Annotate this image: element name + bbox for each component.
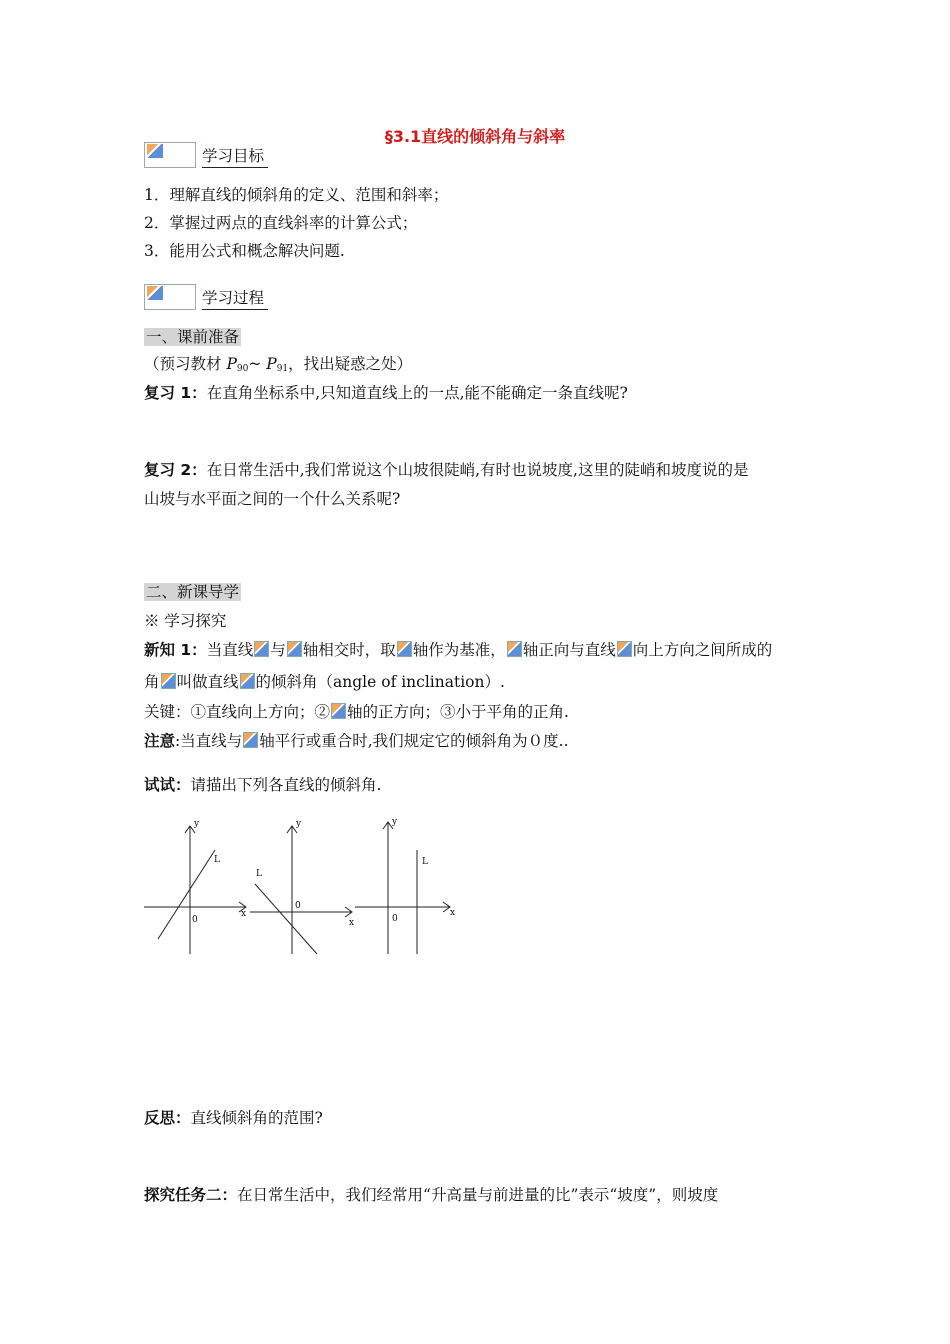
section-header-process bbox=[144, 284, 268, 310]
origin-label: 0 bbox=[295, 901, 301, 911]
formula-image-icon bbox=[254, 641, 269, 657]
part-heading-preparation: 一、课前准备 bbox=[146, 328, 240, 346]
explore-heading: ※ 学习探究 bbox=[144, 612, 227, 630]
line-L-2 bbox=[255, 884, 317, 954]
goal-item-3: 3．能用公式和概念解决问题. bbox=[144, 242, 345, 260]
x-label: x bbox=[349, 918, 355, 928]
section-label-goals: 学习目标 bbox=[202, 144, 268, 168]
section-header-goals bbox=[144, 142, 268, 168]
goal-item-2: 2．掌握过两点的直线斜率的计算公式； bbox=[144, 214, 418, 232]
formula-image-icon bbox=[287, 641, 302, 657]
broken-image-icon bbox=[147, 286, 163, 300]
image-placeholder-icon bbox=[144, 284, 196, 310]
new-knowledge-line2: 角 叫做直线 的倾斜角（angle of inclination）. bbox=[144, 673, 505, 691]
origin-label: 0 bbox=[192, 915, 198, 925]
formula-image-icon bbox=[243, 732, 258, 748]
formula-image-icon bbox=[507, 641, 522, 657]
line-L-1 bbox=[158, 850, 215, 939]
page-title: §3.1直线的倾斜角与斜率 bbox=[384, 127, 566, 146]
formula-image-icon bbox=[240, 673, 255, 689]
broken-image-icon bbox=[147, 144, 163, 158]
line-label: L bbox=[256, 869, 262, 879]
note-line: 注意:当直线与 轴平行或重合时,我们规定它的倾斜角为０度.. bbox=[144, 732, 569, 750]
key-points: 关键：①直线向上方向；② 轴的正方向；③小于平角的正角. bbox=[144, 703, 569, 721]
inclination-graphs bbox=[140, 812, 470, 962]
preview-note: （预习教材 $P_{90}\sim$ $P_{91}$，找出疑惑之处） bbox=[144, 355, 413, 374]
line-label: L bbox=[422, 857, 428, 867]
x-label: x bbox=[450, 908, 456, 918]
formula-image-icon bbox=[331, 703, 346, 719]
new-knowledge-line1: 新知 1：当直线 与 轴相交时，取 轴作为基准， 轴正向与直线 向上方向之间所成的 bbox=[144, 641, 773, 659]
review-1: 复习 1：在直角坐标系中,只知道直线上的一点,能不能确定一条直线呢? bbox=[144, 384, 628, 402]
y-label: y bbox=[296, 819, 302, 829]
y-label: y bbox=[392, 817, 398, 827]
formula-image-icon bbox=[617, 641, 632, 657]
line-label: L bbox=[214, 855, 220, 865]
trial-line: 试试：请描出下列各直线的倾斜角. bbox=[144, 776, 382, 794]
reflect-line: 反思：直线倾斜角的范围? bbox=[144, 1109, 323, 1127]
review-2-line2: 山坡与水平面之间的一个什么关系呢? bbox=[144, 490, 401, 508]
part-heading-new-lesson: 二、新课导学 bbox=[146, 583, 240, 601]
image-placeholder-icon bbox=[144, 142, 196, 168]
y-label: y bbox=[194, 819, 200, 829]
section-label-process: 学习过程 bbox=[202, 286, 268, 310]
review-2-line1: 复习 2：在日常生活中,我们常说这个山坡很陡峭,有时也说坡度,这里的陡峭和坡度说的是 bbox=[144, 461, 749, 479]
goal-item-1: 1．理解直线的倾斜角的定义、范围和斜率； bbox=[144, 186, 449, 204]
task-two-line: 探究任务二：在日常生活中，我们经常用“升高量与前进量的比”表示“坡度”，则坡度 bbox=[144, 1186, 719, 1204]
formula-image-icon bbox=[397, 641, 412, 657]
origin-label: 0 bbox=[392, 914, 398, 924]
x-label: x bbox=[241, 909, 247, 919]
formula-image-icon bbox=[161, 673, 176, 689]
